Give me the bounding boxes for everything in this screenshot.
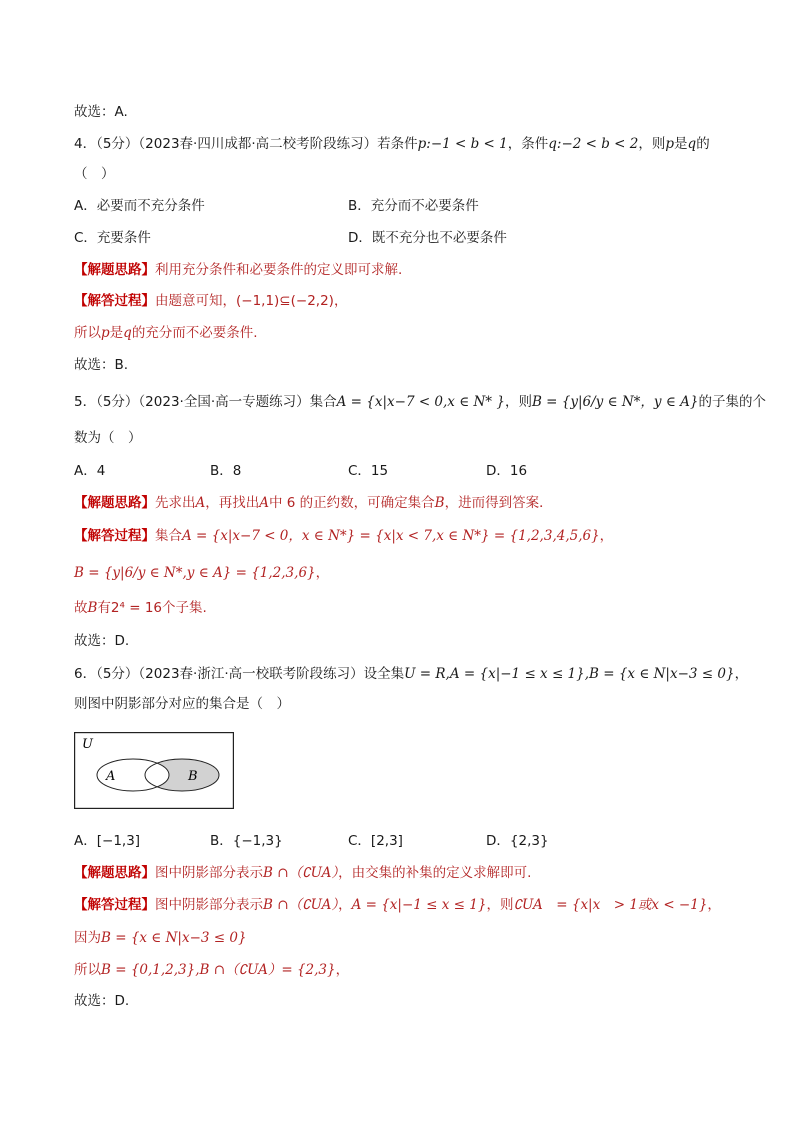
question-5-head: 5．（5分）（2023·全国·高一专题练习）集合 — [74, 394, 337, 410]
question-6-line2: 则图中阴影部分对应的集合是（ ） — [74, 696, 290, 712]
q4-answer: 故选：B. — [74, 357, 129, 373]
idea-text: 利用充分条件和必要条件的定义即可求解. — [155, 262, 403, 278]
set-a-def: A = {x|x−7 < 0,x ∈ N* } — [336, 394, 505, 410]
q6-option-b[interactable]: B．{−1,3} — [210, 833, 283, 849]
q6-answer: 故选：D. — [74, 993, 130, 1009]
q4-idea-line — [74, 260, 402, 280]
text: 的充分而不必要条件. — [131, 325, 258, 341]
question-4-head: 4．（5分）（2023春·四川成都·高二校考阶段练习）若条件 — [74, 136, 418, 152]
process-math: A = {x|−1 ≤ x ≤ 1} — [351, 897, 487, 913]
idea-math: B ∩（∁UA） — [263, 865, 339, 881]
var-a: A — [259, 495, 269, 511]
text: ，进而得到答案． — [444, 495, 553, 511]
process-math: (−1,1)⊆(−2,2) — [236, 293, 334, 309]
text: ，再找出 — [205, 495, 260, 511]
var-q: q — [123, 325, 132, 341]
var-q: q — [687, 136, 697, 152]
process-math: 2⁴ = 16 — [110, 600, 162, 616]
text: 图中阴影部分表示 — [155, 897, 263, 913]
idea-tag: 【解题思路】 — [74, 262, 155, 278]
q5-process-line — [74, 526, 613, 546]
var-b: B — [87, 600, 98, 616]
process-math: B = {x ∈ N|x−3 ≤ 0} — [101, 930, 247, 946]
q5-answer: 故选：D. — [74, 633, 130, 649]
q5-option-d[interactable]: D．16 — [486, 463, 528, 479]
q6-option-a[interactable]: A．[−1,3] — [74, 833, 141, 849]
q6-idea-line — [74, 863, 531, 883]
label-a: A — [106, 769, 116, 784]
q6-option-c[interactable]: C．[2,3] — [348, 833, 403, 849]
text: ， — [599, 528, 614, 544]
question-6-stem — [74, 664, 748, 684]
condition-q: q:−2 < b < 2 — [548, 136, 639, 152]
set-b-def: B = {y|6/y ∈ N*，y ∈ A} — [531, 394, 699, 410]
process-math: A = {x|x−7 < 0，x ∈ N*} = {x|x < 7,x ∈ N*} = {1,2,3,4,5,6} — [182, 528, 600, 544]
q4-process-line — [74, 291, 347, 311]
answer-text: 故选：A. — [74, 104, 128, 120]
process-math: B = {y|6/y ∈ N*,y ∈ A} = {1,2,3,6} — [74, 565, 316, 581]
stem-tail: ，则 — [638, 136, 666, 152]
stem-mid: ，则 — [504, 394, 532, 410]
q5-process-line-2 — [74, 563, 329, 583]
question-5-line2: 数为（ ） — [74, 430, 142, 446]
q5-option-a[interactable]: A．4 — [74, 463, 106, 479]
q4-option-d[interactable]: D．既不充分也不必要条件 — [348, 230, 507, 246]
text: 所以 — [74, 325, 101, 341]
process-math: ∁UA = {x|x > 1或x < −1} — [513, 897, 708, 913]
q5-option-b[interactable]: B．8 — [210, 463, 242, 479]
text: ，由交集的补集的定义求解即可. — [338, 865, 532, 881]
process-text: 由题意可知， — [155, 293, 236, 309]
separator: ，条件 — [507, 136, 549, 152]
text: ， — [335, 962, 350, 978]
question-4-stem — [74, 134, 710, 154]
text: 中 6 的正约数，可确定集合 — [269, 495, 435, 511]
text: 先求出 — [155, 495, 196, 511]
var-p: p — [101, 325, 110, 341]
q6-process-line-3 — [74, 960, 349, 980]
stem-de: 的 — [696, 136, 710, 152]
stem-math: U = R,A = {x|−1 ≤ x ≤ 1},B = {x ∈ N|x−3 ≤ 0} — [404, 666, 735, 682]
var-b: B — [434, 495, 445, 511]
text: ， — [707, 897, 721, 913]
q4-option-c[interactable]: C．充要条件 — [74, 230, 151, 246]
idea-tag: 【解题思路】 — [74, 865, 155, 881]
text: ， — [338, 897, 352, 913]
text: 个子集. — [162, 600, 207, 616]
q5-process-line-3 — [74, 598, 207, 618]
q6-option-d[interactable]: D．{2,3} — [486, 833, 549, 849]
question-5-stem — [74, 392, 766, 412]
q4-option-b[interactable]: B．充分而不必要条件 — [348, 198, 479, 214]
process-tag: 【解答过程】 — [74, 528, 155, 544]
text: 有 — [97, 600, 111, 616]
text: 集合 — [155, 528, 182, 544]
venn-diagram — [74, 732, 234, 809]
answer-line-q3 — [74, 102, 128, 122]
text: 图中阴影部分表示 — [155, 865, 263, 881]
var-p: p — [665, 136, 675, 152]
text: 是 — [109, 325, 124, 341]
process-math: B = {0,1,2,3},B ∩（∁UA）= {2,3} — [101, 962, 336, 978]
question-4-paren: （ ） — [74, 166, 115, 182]
process-math: B ∩（∁UA） — [263, 897, 339, 913]
text: 所以 — [74, 962, 101, 978]
stem-shi: 是 — [674, 136, 688, 152]
var-a: A — [195, 495, 206, 511]
question-6-head: 6．（5分）（2023春·浙江·高一校联考阶段练习）设全集 — [74, 666, 405, 682]
q6-process-line-2 — [74, 928, 247, 948]
label-u: U — [82, 737, 93, 752]
q4-process-line-2 — [74, 323, 258, 343]
stem-tail: 的子集的个 — [698, 394, 766, 410]
text: ， — [315, 565, 330, 581]
q4-option-a[interactable]: A．必要而不充分条件 — [74, 198, 205, 214]
process-end: ， — [333, 293, 348, 309]
label-b: B — [188, 769, 198, 784]
q6-process-line — [74, 895, 721, 915]
q5-option-c[interactable]: C．15 — [348, 463, 389, 479]
condition-p: p:−1 < b < 1 — [417, 136, 508, 152]
idea-tag: 【解题思路】 — [74, 495, 155, 511]
process-tag: 【解答过程】 — [74, 897, 155, 913]
process-tag: 【解答过程】 — [74, 293, 155, 309]
text: ，则 — [486, 897, 514, 913]
q5-idea-line — [74, 493, 553, 513]
text: 故 — [74, 600, 88, 616]
text: 因为 — [74, 930, 101, 946]
text: ， — [734, 666, 749, 682]
